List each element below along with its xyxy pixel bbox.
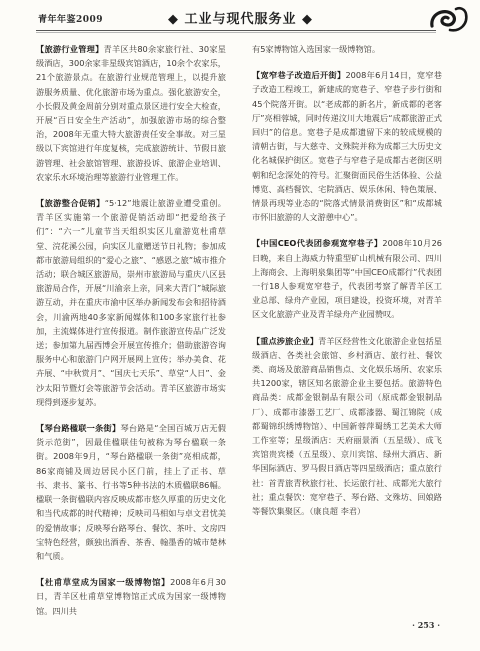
left-column bbox=[36, 42, 226, 628]
article-kuanzhai-alley bbox=[252, 68, 442, 224]
article-heading: 【杜甫草堂成为国家一级博物馆】 bbox=[36, 577, 171, 588]
article-continuation bbox=[252, 42, 442, 56]
article-heading: 【旅游整合促销】 bbox=[36, 198, 105, 209]
right-column bbox=[252, 42, 442, 528]
article-text: 青羊区共80余家旅行社、30家星级酒店，300余家非星级宾馆酒店，10余个农家乐，21个旅游景点。在旅游行业规范管理上，以提升旅游服务质量、优化旅游市场为重点。强化旅游安全，小长假及黄金周前分别对重点景区进行安全大检查，开展“百日安全生产活动”，加强旅游市场的综合整治，2008年无重大特大旅游责任安全事故。对三星级以下宾馆进行年度复核，完成旅游统计、节假日旅游管理、社会旅馆管理、旅游投诉、旅游企业培训、农家乐水环境治理等旅游行业管理工作。 bbox=[36, 44, 226, 182]
article-heading: 【旅游行业管理】 bbox=[36, 44, 104, 54]
article-text: 琴台路是“全国百城万店无假货示范街”，因最佳楹联佳句被称为琴台楹联一条街。2008年9月，“琴台路楹联一条街”亮相成都，86家商铺及周边居民小区门前，挂上了正书、草书、隶书、篆书、行书等5种书法的木质楹联86幅。楹联一条街楹联内容反映成都市悠久厚重的历史文化和当代成都的时代精神；反映司马相如与卓文君忧美的爱情故事；反映琴台路琴台、餐饮、茶叶、文房四宝特色经营，颇独出酒香、茶香、翰墨香的城市楚林和气质。 bbox=[36, 423, 226, 561]
article-text: “5·12”地震让旅游业遭受重创。青羊区实施第一个旅游促销活动即“把爱给孩子们”：“六一”儿童节当天组织实区儿童游览杜甫草堂、浣花溪公园，向实区儿童赠送节日礼物；参加成都市旅游局组织的“爱心之旅”、“感恩之旅”城市推介活动；联合城区旅游局，崇州市旅游局与重庆八区县旅游局合作，开展“川渝亲上亲，同来大青门”城际旅游互动，并在重庆市渝中区举办新闻发布会和招待酒会，川渝两地40多家新闻媒体和100多家旅行社参加，主流媒体进行宣传报道。制作旅游宣传品广泛发送；参加第九届西博会开展宣传推介；借助旅游咨询服务中心和旅游门户网开展网上宣传；举办美食、花卉展、“中秋赏月”、“国庆七天乐”、草堂“人日”、金沙太阳节暨灯会等旅游节会活动。青羊区旅游市场实现得到逐步复苏。 bbox=[36, 198, 226, 407]
article-heading: 【重点涉旅企业】 bbox=[252, 335, 319, 346]
article-key-tourism-enterprises bbox=[252, 334, 442, 519]
article-text: 2008年6月30日，青羊区杜甫草堂博物馆正式成为国家一级博物馆。四川共 bbox=[36, 577, 226, 616]
page-header bbox=[0, 0, 480, 30]
article-ceo-delegation bbox=[252, 236, 442, 321]
article-tourism-promotion bbox=[36, 196, 226, 409]
header-rule-thin bbox=[36, 32, 436, 33]
article-dufu-cottage bbox=[36, 575, 226, 618]
article-qintai-road bbox=[36, 421, 226, 563]
article-tourism-management bbox=[36, 42, 226, 184]
article-text: 2008年10月26日晚，来自上海威力特重型矿山机械有限公司、四川上海商会、上海明泉集团等“中国CEO成都行”代表团一行18人参观宽窄巷子，代表团考察了解青羊区工业总部、绿舟产业园，项目建设，投资环境，对青羊区文化旅游产业及青羊绿舟产业园赞叹。 bbox=[252, 238, 442, 320]
yearbook-title: 青年年鉴2009 bbox=[38, 15, 104, 25]
article-text: 有5家博物馆入选国家一级博物馆。 bbox=[252, 44, 381, 54]
article-heading: 【中国CEO代表团参观宽窄巷子】 bbox=[252, 238, 383, 249]
page-number: · 253 · bbox=[412, 620, 440, 630]
article-text: 2008年6月14日，宽窄巷子改造工程竣工，新建成的宽巷子、窄巷子步行街和45个院落开街。以“老成都的新名片，新成都的老客厅”亮相蓉城，同时传递汶川大地震后“成都旅游正式回归”的信息。宽巷子是成都遗留下来的较成规模的清朝古街，与大慈寺、文殊院并称为成都三大历史文化名城保护街区。宽巷子与窄巷子是成都古老街区明朝和纪念深处的符号。汇聚街面民俗生活体验、公益博览、高档餐饮、宅院酒店、娱乐休闲、特色策展、情景再现等业态的“院落式情景消费街区”和“成都城市怀旧旅游的人文游憩中心”。 bbox=[252, 70, 442, 223]
header-rule bbox=[36, 30, 436, 31]
article-heading: 【宽窄巷子改造后开街】 bbox=[252, 70, 346, 81]
article-text: 青羊区经营性文化旅游企业包括星级酒店、各类社会旅馆、乡村酒店、旅行社、餐饮类、商场及旅游商品销售点、文化娱乐场所、农家乐共1200家，辖区知名旅游企业主要包括。旅游特色商品类：成都金银制品有限公司（原成都金银制品厂）、成都市漆器工艺厂、成都漆器、蜀江锦院（成都蜀锦织绣博物馆）、中国新蓉萍蜀绣工艺美术大师工作室等；星级酒店：天府丽景酒（五星级）、成飞宾馆贵宾楼（五星级）、京川宾馆、绿州大酒店、新华国际酒店、罗马假日酒店等四星级酒店；重点旅行社：首青旅青秋旅行社、长运旅行社、成都光大旅行社；重点餐饮：宽窄巷子、琴台路、文殊坊、回娘路等餐饮集聚区。（康良超 李君） bbox=[252, 335, 442, 517]
section-title: ◆ 工业与现代服务业 ◆ bbox=[168, 12, 314, 27]
article-heading: 【琴台路楹联一条街】 bbox=[36, 423, 121, 434]
